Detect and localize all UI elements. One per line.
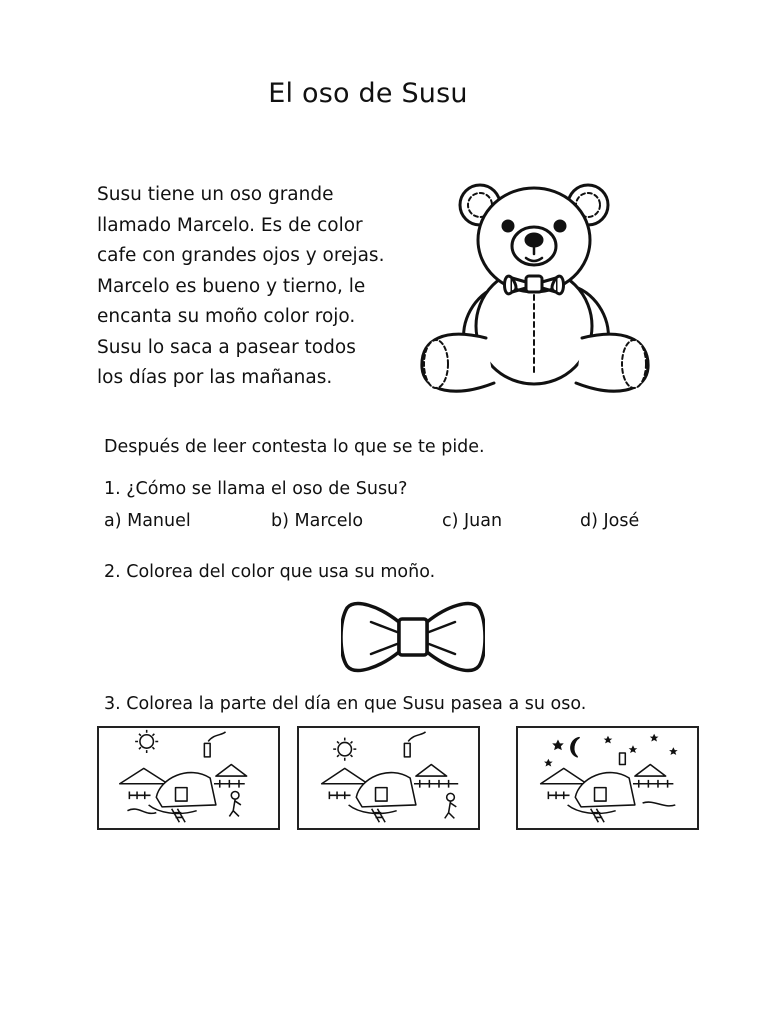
question-3: 3. Colorea la parte del día en que Susu pasea a su oso. — [104, 694, 587, 714]
story-line: cafe con grandes ojos y orejas. — [97, 245, 385, 266]
story-line: Marcelo es bueno y tierno, le — [97, 275, 366, 297]
option-c: c) Juan — [442, 511, 503, 531]
story-line: llamado Marcelo. Es de color — [97, 214, 363, 236]
story-text — [97, 180, 437, 394]
question-2: 2. Colorea del color que usa su moño. — [104, 562, 436, 582]
afternoon-scene[interactable] — [297, 726, 480, 830]
story-line: Susu lo saca a pasear todos — [97, 336, 356, 358]
sun-icon — [135, 730, 158, 753]
teddy-bear-illustration — [416, 178, 656, 400]
question-1: 1. ¿Cómo se llama el oso de Susu? — [104, 479, 408, 499]
night-scene[interactable] — [516, 726, 699, 830]
star-icon — [544, 734, 678, 767]
sun-icon — [333, 738, 356, 761]
story-line: encanta su moño color rojo. — [97, 306, 356, 327]
story-line: Susu tiene un oso grande — [97, 184, 334, 205]
option-a: a) Manuel — [104, 511, 191, 531]
morning-scene[interactable] — [97, 726, 280, 830]
instruction-text: Después de leer contesta lo que se te pide. — [104, 437, 485, 457]
bow-tie-illustration — [341, 598, 485, 676]
moon-icon — [571, 738, 579, 757]
option-d: d) José — [580, 511, 640, 531]
option-b: b) Marcelo — [271, 511, 364, 531]
story-line: los días por las mañanas. — [97, 367, 333, 388]
page-title: El oso de Susu — [268, 78, 468, 109]
